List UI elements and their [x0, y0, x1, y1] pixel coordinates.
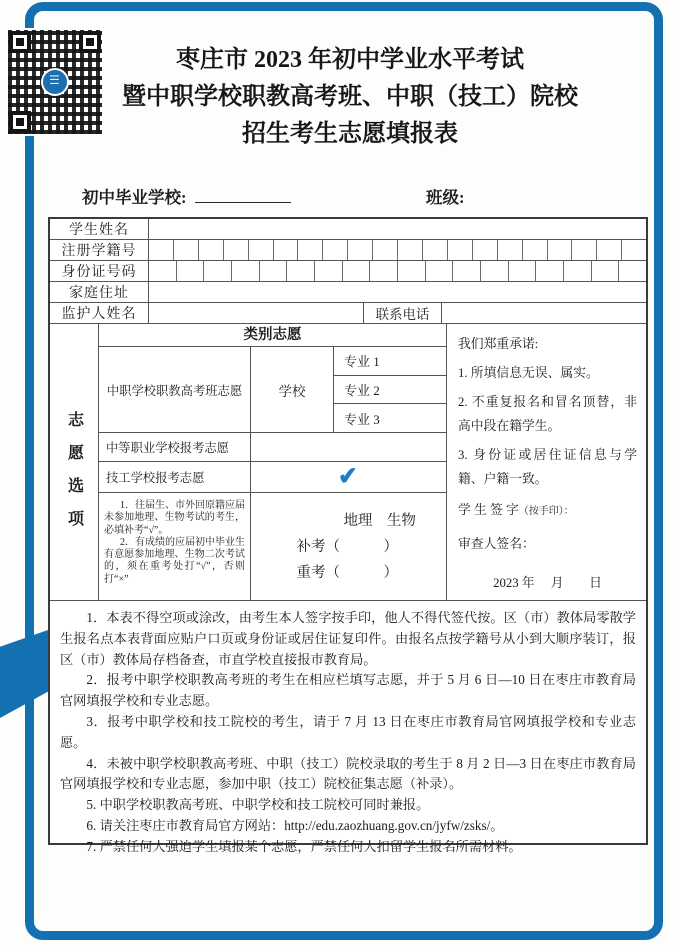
digit-box [548, 240, 573, 260]
digit-box [509, 261, 537, 281]
digit-box [323, 240, 348, 260]
digit-box [315, 261, 343, 281]
registry-number-row [50, 240, 646, 261]
secondary-vocational-label: 中等职业学校报考志愿 [99, 433, 251, 461]
digit-box [423, 240, 448, 260]
digit-box [199, 240, 224, 260]
home-address-row [50, 282, 646, 303]
technical-school-label: 技工学校报考志愿 [99, 462, 251, 492]
id-card-row [50, 261, 646, 282]
digit-box [523, 240, 548, 260]
digit-box [572, 240, 597, 260]
digit-box [498, 240, 523, 260]
digit-box [249, 240, 274, 260]
fingerprint-note: （按手印）： [518, 506, 574, 517]
id-card-label: 身份证号码 [50, 261, 149, 281]
digit-box [348, 240, 373, 260]
digit-box [370, 261, 398, 281]
digit-box [481, 261, 509, 281]
application-table [48, 217, 648, 854]
graduation-school-blank [195, 188, 291, 203]
guardian-name-value-cell [149, 303, 364, 323]
makeup-exam-row [99, 493, 446, 600]
student-signature-label: 学 生 签 字 [458, 503, 519, 517]
digit-box [177, 261, 205, 281]
digit-box [204, 261, 232, 281]
volunteer-section [50, 324, 646, 601]
registry-number-label: 注册学籍号 [50, 240, 149, 260]
major-cells: 专业 1 专业 2 专业 3 [334, 347, 446, 432]
digit-box [564, 261, 592, 281]
digit-box [287, 261, 315, 281]
makeup-exam-options: 地理 生物 补考（ ） 重考（ ） [296, 512, 416, 581]
digit-box [298, 240, 323, 260]
promise-title: 我们郑重承诺: [458, 337, 539, 351]
digit-box [343, 261, 371, 281]
secondary-vocational-value-cell [251, 433, 446, 461]
home-address-value-cell [149, 282, 646, 302]
qr-finder-icon [9, 111, 31, 133]
digit-box [232, 261, 260, 281]
graduation-school-label: 初中毕业学校: [82, 188, 187, 207]
technical-school-value-cell [251, 462, 446, 492]
form-title: 枣庄市 2023 年初中学业水平考试 暨中职学校职教高考班、中职（技工）院校 招生考生志愿填报表 [122, 47, 578, 147]
student-name-value-cell [149, 219, 646, 239]
header-fields [48, 184, 648, 210]
digit-box [149, 261, 177, 281]
technical-school-row [99, 462, 446, 493]
notes-section: 1．本表不得空项或涂改，由考生本人签字按手印，他人不得代签代按。区（市）教体局零散学生报名点本表背面应贴户口页或身份证或居住证复印件。由报名点按学籍号从小到大顺序装订，报区（市）教体局存档备查，市直学校直接报市教育局。 2．报考中职学校职教高考班的考生在相应栏填写志愿，并于 5 月 6 日—10 日在枣庄市教育局官网填报学校和专业志愿。 3．报考中职学校和技工院校的考生，请于 7 月 13 日在枣庄市教育局官网填报学校和专业志愿。 4．未被中职学校职教高考班、中职（技工）院校录取的考生于 8 月 2 日—3 日在枣庄市教育局官网填报学校和专业志愿，参加中职（技工）院校征集志愿（补录）。 5. 中职学校职教高考班、中职学校和技工院校可同时兼报。 6. 请关注枣庄市教育局官方网站：http://edu.zaozhuang.gov.cn/jyfw/zsks/。 7. 严禁任何人强迫学生填报某个志愿，严禁任何人扣留学生报名所需材料。 [60, 610, 636, 854]
reviewer-signature-label: 审查人签名： [458, 536, 535, 551]
digit-box [260, 261, 288, 281]
qr-finder-icon [9, 31, 31, 53]
contact-phone-label: 联系电话 [364, 303, 442, 323]
registry-number-boxes [149, 240, 646, 260]
digit-box [536, 261, 564, 281]
student-name-row [50, 219, 646, 240]
digit-box [224, 240, 249, 260]
digit-box [448, 240, 473, 260]
guardian-row [50, 303, 646, 324]
student-signature-line [458, 499, 637, 524]
digit-box [426, 261, 454, 281]
category-header: 类别志愿 [99, 324, 446, 347]
contact-phone-value-cell [442, 303, 646, 323]
school-column-label: 学校 [251, 347, 334, 432]
promise-column [447, 324, 646, 600]
digit-box [473, 240, 498, 260]
digit-box [622, 240, 646, 260]
digit-box [149, 240, 174, 260]
digit-box [398, 261, 426, 281]
volunteer-side-label: 志愿选项 [65, 411, 83, 543]
digit-box [174, 240, 199, 260]
makeup-exam-instructions: 1．往届生、市外回原籍应届未参加地理、生物考试的考生，必填补考“√”。 2．有成绩的应届初中毕业生有意愿参加地理、生物二次考试的，须在重考处打“√”，否则打“×” [99, 493, 251, 600]
digit-box [373, 240, 398, 260]
volunteer-main-column [99, 324, 447, 600]
date-line: 2023 年 月 日 [493, 576, 602, 590]
graduation-school-field [82, 184, 291, 208]
student-name-label: 学生姓名 [50, 219, 149, 239]
digit-box [398, 240, 423, 260]
digit-box [274, 240, 299, 260]
class-label: 班级: [426, 188, 465, 207]
guardian-name-label: 监护人姓名 [50, 303, 149, 323]
home-address-label: 家庭住址 [50, 282, 149, 302]
digit-box [619, 261, 646, 281]
digit-box [597, 240, 622, 260]
vocational-exam-class-label: 中职学校职教高考班志愿 [99, 347, 251, 432]
id-card-boxes [149, 261, 646, 281]
promise-items: 1. 所填信息无误、属实。 2. 不重复报名和冒名顶替，非高中段在籍学生。 3. 身份证或居住证信息与学籍、户籍一致。 [458, 365, 637, 486]
checkmark-icon: ✔ [337, 463, 360, 491]
vocational-exam-class-row [99, 347, 446, 433]
volunteer-side-column [50, 324, 99, 600]
digit-box [453, 261, 481, 281]
secondary-vocational-row [99, 433, 446, 462]
digit-box [592, 261, 620, 281]
